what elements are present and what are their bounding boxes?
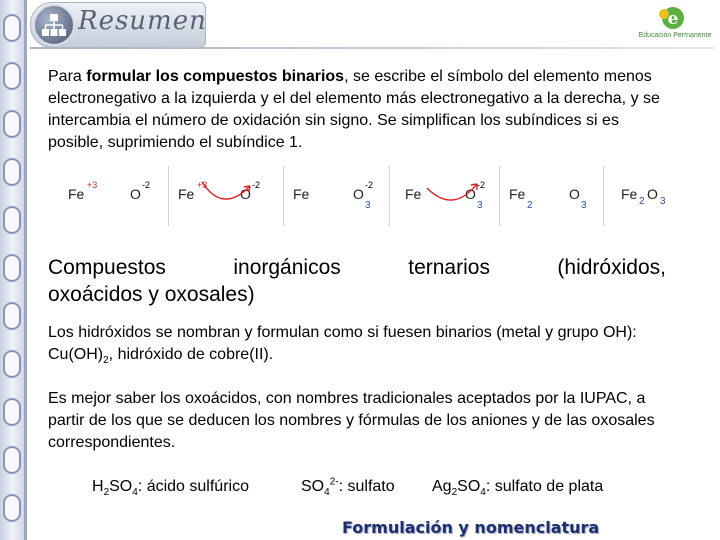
binder-strip [0, 0, 26, 540]
element-symbol: O [465, 186, 476, 202]
heading-word: (hidróxidos, [557, 256, 666, 279]
heading-word: ternarios [408, 256, 490, 279]
binder-ring [3, 494, 21, 522]
header-divider [30, 47, 714, 49]
element-symbol: Fe [68, 186, 85, 202]
element-symbol: O [353, 186, 364, 202]
element-symbol: Fe [178, 186, 195, 202]
hydroxides-paragraph [48, 322, 668, 366]
oxidation-number: -2 [252, 180, 261, 190]
oxidation-number: -2 [142, 180, 151, 190]
binder-ring [3, 254, 21, 282]
element-symbol: O [130, 186, 141, 202]
oxidation-number: +3 [87, 180, 98, 190]
binder-ring [3, 398, 21, 426]
superscript: 2- [329, 476, 339, 488]
subscript-number: 3 [477, 200, 483, 211]
binder-ring [3, 158, 21, 186]
binary-formulation-paragraph [48, 66, 668, 154]
oxidation-number: +3 [197, 180, 208, 190]
formula-part: SO [301, 478, 325, 495]
step-separator [168, 166, 169, 226]
subscript: 2 [451, 487, 458, 499]
formula-step-1 [60, 166, 164, 226]
binder-ring [3, 110, 21, 138]
compound-name: : sulfato [338, 478, 395, 495]
binder-ring [3, 446, 21, 474]
hydroxides-text-1: Los hidróxidos se nombran y formulan como si fuesen binarios (metal y grupo OH): Cu(OH) [48, 324, 637, 363]
formula-step-6 [605, 166, 671, 226]
binder-ring [3, 206, 21, 234]
subscript: 4 [132, 487, 138, 499]
formula-step-2 [170, 166, 280, 226]
element-symbol: O [647, 186, 658, 202]
formula-part: SO [457, 478, 481, 495]
element-symbol: O [569, 186, 580, 202]
element-symbol: Fe [405, 186, 422, 202]
compound-name: : sulfato de plata [485, 478, 604, 495]
subscript: 4 [480, 487, 486, 499]
intro-text-2: , se escribe el símbolo del elemento menos electronegativo a la izquierda y el del elemento más electronegativo a la derecha, y se intercambia el número de oxidación sin signo. Se simplifican los subíndices si es posible, suprimiendo el subíndice 1. [48, 68, 660, 151]
subscript-number: 2 [639, 196, 645, 207]
binder-line [24, 0, 27, 540]
step-separator [283, 166, 284, 226]
hydroxides-text-2: , hidróxido de cobre(II). [108, 346, 274, 363]
subscript-number: 2 [527, 200, 533, 211]
heading-word: Compuestos [48, 256, 166, 279]
element-symbol: Fe [509, 186, 526, 202]
logo-caption: Educación Permanente [638, 32, 712, 39]
education-logo-icon [634, 4, 716, 46]
element-symbol: Fe [293, 186, 310, 202]
intro-text-1: Para [48, 68, 87, 85]
heading-word: inorgánicos [233, 256, 341, 279]
formula-step-5 [501, 166, 599, 226]
section-heading [48, 254, 666, 308]
heading-line-2: oxoácidos y oxosales) [48, 283, 255, 306]
subscript-number: 3 [365, 200, 371, 211]
example-sulfuric-acid [92, 478, 249, 499]
element-symbol: O [240, 186, 251, 202]
compound-name: : ácido sulfúrico [137, 478, 249, 495]
subscript: 4 [324, 487, 330, 499]
subscript: 2 [103, 487, 110, 499]
oxidation-number: -2 [477, 180, 486, 190]
swap-arrow-icon [423, 176, 486, 210]
page-title: Resumen [78, 6, 207, 36]
step-separator [603, 166, 604, 226]
subscript: 2 [103, 355, 109, 367]
binder-ring [3, 302, 21, 330]
footer-title: Formulación y nomenclatura [342, 518, 600, 537]
formula-part: Ag [432, 478, 452, 495]
oxidation-number: -2 [365, 180, 374, 190]
intro-bold-text: formular los compuestos binarios [86, 68, 345, 85]
formula-part: H [92, 478, 104, 495]
binder-ring [3, 62, 21, 90]
step-separator [499, 166, 500, 226]
example-silver-sulfate [432, 478, 604, 499]
formula-steps-strip [60, 166, 674, 226]
sitemap-icon [33, 4, 75, 46]
formula-step-4 [391, 166, 497, 226]
oxoacids-paragraph: Es mejor saber los oxoácidos, con nombres tradicionales aceptados por la IUPAC, a partir de los que se deducen los nombres y fórmulas de los aniones y de las oxosales correspondientes. [48, 390, 655, 451]
binder-ring [3, 14, 21, 42]
example-sulfate [301, 476, 395, 499]
subscript-number: 3 [581, 200, 587, 211]
svg-text:e: e [667, 9, 679, 29]
formula-step-3 [285, 166, 387, 226]
binder-ring [3, 350, 21, 378]
swap-arrow-icon [198, 174, 261, 210]
subscript-number: 3 [660, 196, 666, 207]
formula-part: SO [109, 478, 133, 495]
element-symbol: Fe [621, 186, 638, 202]
step-separator [389, 166, 390, 226]
